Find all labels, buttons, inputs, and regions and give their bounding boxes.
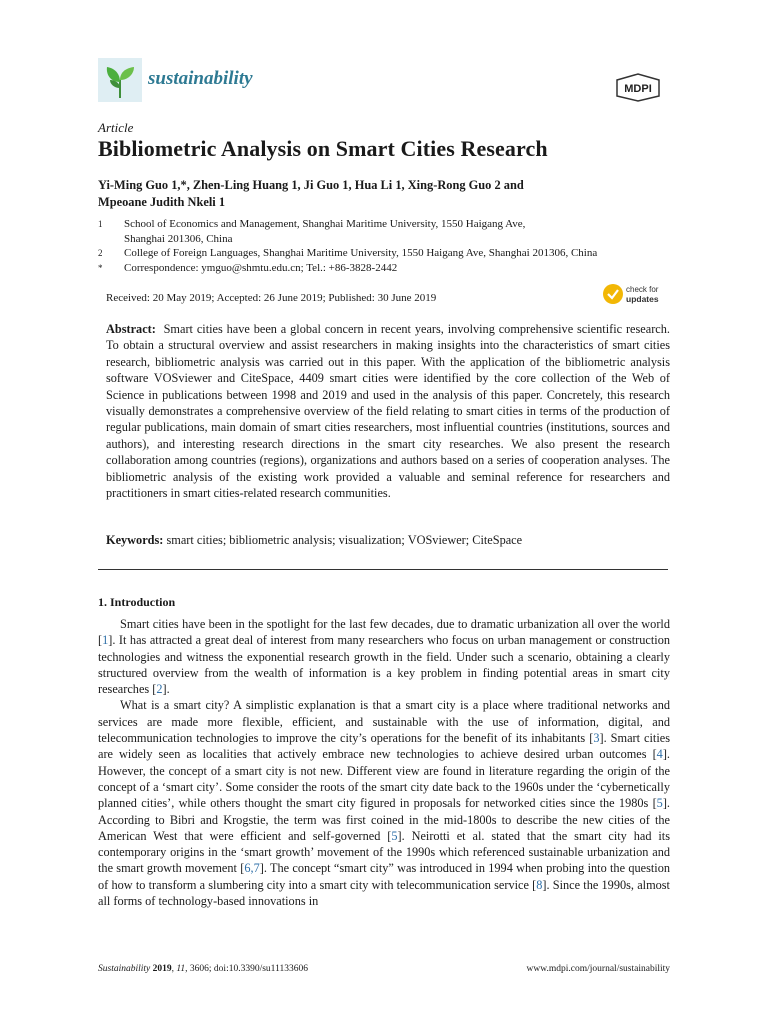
check-badge-icon: [603, 284, 623, 304]
footer-year: 2019: [152, 964, 172, 974]
citation-link[interactable]: 6,7: [244, 861, 260, 876]
paragraph-text: ]. Since the 1990s, almost all forms of technology-based innovations in: [98, 877, 670, 909]
affiliation-mark: 2: [98, 248, 103, 258]
citation-link[interactable]: 1: [102, 633, 109, 648]
paragraph-text: ]. Neirotti et al. stated that the smart city had its contemporary origins in the ‘smart growth’ movement of the 1990s which referenced sustainable urbanization and the smart growth movement [: [98, 828, 670, 876]
journal-name: sustainability: [148, 68, 253, 89]
article-type: Article: [98, 120, 134, 135]
correspondence: [98, 261, 684, 276]
publisher-name: MDPI: [624, 83, 652, 95]
body-text: [98, 616, 670, 909]
citation-link[interactable]: 2: [156, 682, 163, 697]
affiliation-2: [98, 246, 684, 261]
abstract: [106, 321, 670, 501]
divider: [98, 569, 668, 570]
authors-line-1: Yi-Ming Guo 1,*, Zhen-Ling Huang 1, Ji Guo 1, Hua Li 1, Xing-Rong Guo 2 and: [98, 178, 524, 192]
section-heading: 1. Introduction: [98, 595, 176, 609]
citation-link[interactable]: 3: [593, 731, 600, 746]
keywords: [106, 533, 670, 548]
affiliation-text: Correspondence: ymguo@shmtu.edu.cn; Tel.: +86-3828-2442: [124, 262, 398, 274]
paragraph: [98, 616, 670, 697]
citation-link[interactable]: 5: [656, 796, 663, 811]
paragraph-text: ]. However, the concept of a smart city is not new. Different view are found in literature regarding the origin of the concept of a ‘smart city’. Some consider the roots of the smart city date back to the 1960s under the ‘cybernetically planned cities’, while others thought the smart city figured in proposals for networked cities since the 1980s [: [98, 747, 670, 811]
keywords-text: smart cities; bibliometric analysis; visualization; VOSviewer; CiteSpace: [166, 533, 523, 547]
footer-volume: 11: [176, 964, 186, 974]
paragraph-text: ]. The concept “smart city” was introduced in 1994 when probing into the question of how to transform a slumbering city into a smart city with telecommunication service [: [98, 861, 670, 892]
affiliation-text: College of Foreign Languages, Shanghai Maritime University, 1550 Haigang Ave, Shanghai 201306, China: [124, 247, 598, 259]
paragraph-text: Smart cities have been in the spotlight for the last few decades, due to dramatic urbanization all over the world [: [98, 617, 670, 648]
citation-link[interactable]: 8: [536, 877, 543, 892]
footer-url[interactable]: www.mdpi.com/journal/sustainability: [526, 964, 670, 974]
affiliation-1-cont: [98, 232, 684, 247]
check-label: check for: [626, 285, 659, 294]
leaf-icon: [98, 58, 142, 102]
footer-doi: , 3606; doi:10.3390/su11133606: [185, 964, 308, 974]
authors-line-2: Mpeoane Judith Nkeli 1: [98, 195, 226, 209]
paragraph: [98, 697, 670, 909]
citation-link[interactable]: 4: [656, 747, 663, 762]
paragraph-text: ]. Smart cities are widely seen as localities that actively embrace new technologies to achieve desired urban outcomes [: [98, 731, 670, 762]
publication-dates: Received: 20 May 2019; Accepted: 26 June 2019; Published: 30 June 2019: [106, 292, 437, 304]
journal-logo: [98, 58, 142, 102]
check-for-updates-badge[interactable]: [602, 282, 672, 306]
affiliation-1: [98, 217, 684, 232]
keywords-label: Keywords:: [106, 533, 164, 547]
affiliation-mark: 1: [98, 219, 103, 229]
author-list: [98, 177, 618, 211]
paragraph-text: ]. According to Bibri and Krogstie, the term was first coined in the mid-1800s to describe the new cities of the American West that were efficient and self-governed [: [98, 796, 670, 843]
paragraph-text: ].: [162, 682, 170, 697]
footer-citation: Sustainability 2019, 11, 3606; doi:10.3390/su11133606: [98, 964, 308, 974]
abstract-label: Abstract:: [106, 322, 156, 336]
affiliation-text: School of Economics and Management, Shanghai Maritime University, 1550 Haigang Ave,: [124, 218, 526, 230]
footer-journal: Sustainability: [98, 964, 151, 974]
mdpi-logo: [611, 72, 665, 102]
affiliation-text: Shanghai 201306, China: [124, 233, 233, 245]
abstract-text: Smart cities have been a global concern in recent years, involving comprehensive scientific research. To obtain a structural overview and assist researchers in making insights into the characteristics of smart cities research, bibliometric analysis was carried out in this paper. With the application of the bibliometric analysis software VOSviewer and CiteSpace, 4409 smart cities were identified by the core collection of the Web of Science in publications between 1998 and 2019 and used in the analysis of this paper. Concretely, this research visually demonstrates a comprehensive overview of the field relating to smart cities in terms of the production of regular publications, main domain of smart cities researchers, most influential countries (institutions, sources and authors), and interesting research directions in the smart city researches. We also present the research collaboration among countries (regions), organizations and authors based on a series of cooperation analyses. The bibliometric analysis of the existing work provided a valuable and seminal reference for researchers and practitioners in smart cities-related research communities.: [106, 322, 670, 501]
citation-link[interactable]: 5: [391, 828, 398, 843]
paragraph-text: ]. It has attracted a great deal of interest from many researchers who focus on urban management or construction technologies and witness the exponential research growth in the field. Under such a scenario, obtaining a clearly structured overview from the wealth of information is a key problem in finding potential areas in smart city researches [: [98, 633, 670, 697]
paragraph-text: What is a smart city? A simplistic explanation is that a smart city is a place where traditional networks and services are made more flexible, efficient, and sustainable with the use of information, digital, and telecommunication technologies to improve the city’s operations for the benefit of its inhabitants [: [98, 698, 670, 746]
updates-label: updates: [626, 294, 659, 304]
page-title: Bibliometric Analysis on Smart Cities Research: [98, 136, 548, 161]
affiliation-mark: *: [98, 263, 103, 273]
